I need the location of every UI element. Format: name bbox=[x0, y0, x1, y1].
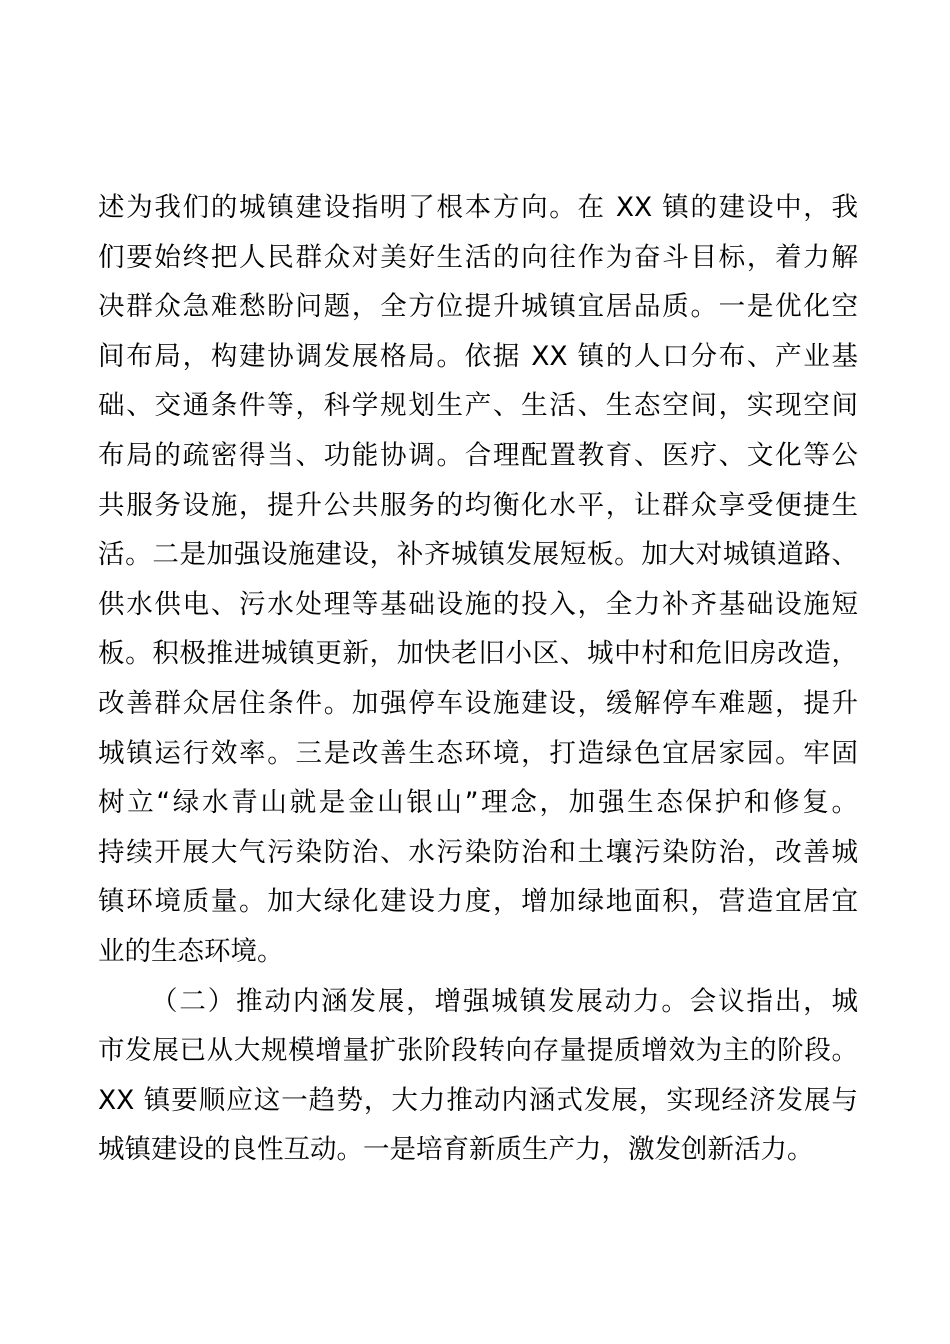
text-line: 础、交通条件等，科学规划生产、生活、生态空间，实现空间 bbox=[98, 390, 858, 422]
text-line: （二）推动内涵发展，增强城镇发展动力。会议指出，城 bbox=[151, 985, 858, 1017]
text-line: 持续开展大气污染防治、水污染防治和土壤污染防治，改善城 bbox=[98, 836, 858, 868]
text-line: 城镇运行效率。三是改善生态环境，打造绿色宜居家园。牢固 bbox=[98, 737, 858, 769]
text-line: 镇环境质量。加大绿化建设力度，增加绿地面积，营造宜居宜 bbox=[98, 886, 858, 918]
text-line: 共服务设施，提升公共服务的均衡化水平，让群众享受便捷生 bbox=[98, 489, 858, 521]
body-text bbox=[98, 183, 858, 1175]
paragraph-2 bbox=[98, 977, 858, 1175]
text-line: 述为我们的城镇建设指明了根本方向。在 XX 镇的建设中，我 bbox=[98, 192, 858, 223]
text-line: 业的生态环境。 bbox=[98, 935, 284, 967]
text-line: 树立“绿水青山就是金山银山”理念，加强生态保护和修复。 bbox=[98, 787, 858, 819]
text-line: 活。二是加强设施建设，补齐城镇发展短板。加大对城镇道路、 bbox=[98, 539, 858, 571]
text-line: 们要始终把人民群众对美好生活的向往作为奋斗目标，着力解 bbox=[98, 241, 858, 273]
text-line: 间布局，构建协调发展格局。依据 XX 镇的人口分布、产业基 bbox=[98, 340, 858, 372]
text-line: 决群众急难愁盼问题，全方位提升城镇宜居品质。一是优化空 bbox=[98, 291, 858, 323]
text-line: XX 镇要顺应这一趋势，大力推动内涵式发展，实现经济发展与 bbox=[98, 1084, 858, 1116]
text-line: 城镇建设的良性互动。一是培育新质生产力，激发创新活力。 bbox=[98, 1134, 814, 1166]
text-line: 布局的疏密得当、功能协调。合理配置教育、医疗、文化等公 bbox=[98, 439, 858, 471]
text-line: 板。积极推进城镇更新，加快老旧小区、城中村和危旧房改造， bbox=[98, 638, 858, 670]
text-line: 市发展已从大规模增量扩张阶段转向存量提质增效为主的阶段。 bbox=[98, 1035, 858, 1067]
text-line: 改善群众居住条件。加强停车设施建设，缓解停车难题，提升 bbox=[98, 687, 858, 719]
text-line: 供水供电、污水处理等基础设施的投入，全力补齐基础设施短 bbox=[98, 588, 858, 620]
paragraph-1 bbox=[98, 183, 858, 977]
